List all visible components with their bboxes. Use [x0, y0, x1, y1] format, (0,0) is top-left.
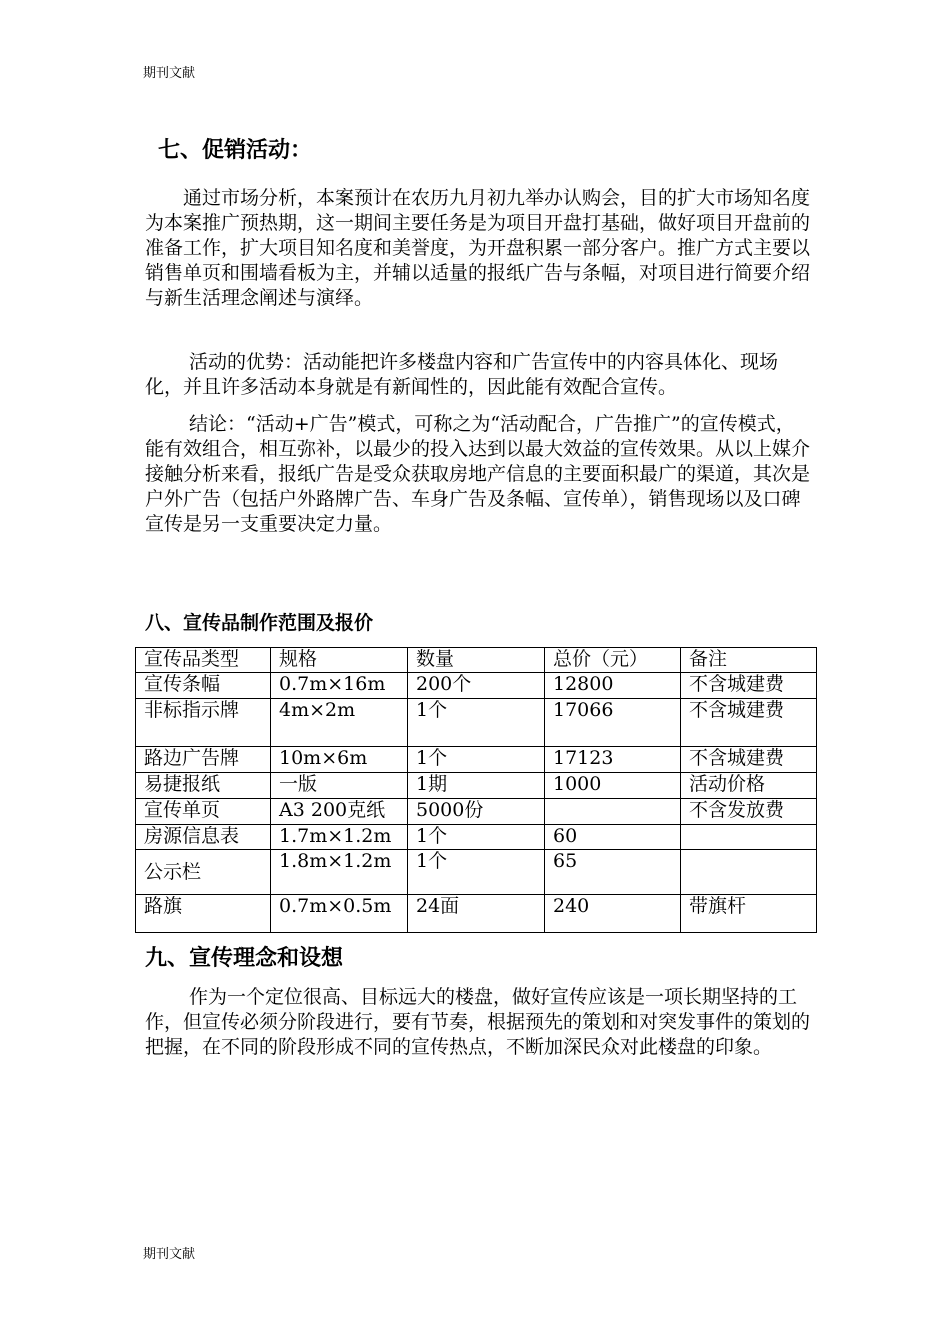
- section-7-paragraph-2: 活动的优势：活动能把许多楼盘内容和广告宣传中的内容具体化、现场化，并且许多活动本身就是有新闻性的，因此能有效配合宣传。: [145, 351, 779, 398]
- section-9-title: 九、宣传理念和设想: [145, 946, 344, 971]
- table-cell: 200个: [408, 673, 545, 699]
- page-footer: 期刊文献: [143, 1247, 196, 1262]
- table-cell: 不含城建费: [681, 699, 817, 747]
- section-7-paragraph-1: 通过市场分析，本案预计在农历九月初九举办认购会，目的扩大市场知名度为本案推广预热期，这一期间主要任务是为项目开盘打基础，做好项目开盘前的准备工作，扩大项目知名度和美誉度，为开盘积累一部分客户。推广方式主要以销售单页和围墙看板为主，并辅以适量的报纸广告与条幅，对项目进行简要介绍与新生活理念阐述与演绎。: [145, 187, 811, 309]
- table-header-cell: 数量: [408, 648, 545, 673]
- table-cell: 带旗杆: [681, 895, 817, 933]
- table-cell: 易捷报纸: [136, 773, 271, 799]
- table-row: [136, 747, 817, 773]
- table-cell: 1个: [408, 825, 545, 850]
- page-header: 期刊文献: [143, 66, 196, 81]
- table-header-cell: 宣传品类型: [136, 648, 271, 673]
- table-cell: 一版: [271, 773, 408, 799]
- table-header-cell: 总价（元）: [545, 648, 681, 673]
- table-cell: 1.7m×1.2m: [271, 825, 408, 850]
- table-cell: 1个: [408, 699, 545, 747]
- table-cell: 65: [545, 850, 681, 895]
- table-cell: 17123: [545, 747, 681, 773]
- table-header-cell: 备注: [681, 648, 817, 673]
- table-cell: 4m×2m: [271, 699, 408, 747]
- table-cell: 宣传条幅: [136, 673, 271, 699]
- table-cell: [681, 850, 817, 895]
- table-cell: 活动价格: [681, 773, 817, 799]
- table-cell: 0.7m×0.5m: [271, 895, 408, 933]
- table-cell: 60: [545, 825, 681, 850]
- table-cell: 1期: [408, 773, 545, 799]
- table-cell: 不含城建费: [681, 673, 817, 699]
- table-cell: 5000份: [408, 799, 545, 825]
- table-cell: 1000: [545, 773, 681, 799]
- table-row: [136, 850, 817, 895]
- table-row: [136, 699, 817, 747]
- section-7-title: 七、促销活动：: [158, 138, 313, 163]
- table-row: [136, 825, 817, 850]
- price-table: [135, 647, 817, 933]
- table-cell: 10m×6m: [271, 747, 408, 773]
- section-8-title: 八、宣传品制作范围及报价: [145, 612, 374, 634]
- table-row: [136, 895, 817, 933]
- table-cell: 非标指示牌: [136, 699, 271, 747]
- table-cell: 公示栏: [136, 850, 271, 895]
- table-cell: 宣传单页: [136, 799, 271, 825]
- table-header-cell: 规格: [271, 648, 408, 673]
- table-cell: 17066: [545, 699, 681, 747]
- table-row: [136, 799, 817, 825]
- table-row: [136, 773, 817, 799]
- table-cell: 24面: [408, 895, 545, 933]
- table-cell: 12800: [545, 673, 681, 699]
- table-cell: [681, 825, 817, 850]
- table-row: [136, 673, 817, 699]
- table-cell: 1个: [408, 850, 545, 895]
- table-cell: 240: [545, 895, 681, 933]
- table-cell: 路边广告牌: [136, 747, 271, 773]
- table-cell: 不含城建费: [681, 747, 817, 773]
- table-cell: 房源信息表: [136, 825, 271, 850]
- table-cell: 1.8m×1.2m: [271, 850, 408, 895]
- table-cell: 路旗: [136, 895, 271, 933]
- table-cell: [545, 799, 681, 825]
- section-7-paragraph-3: 结论：“活动+广告”模式，可称之为“活动配合，广告推广”的宣传模式，能有效组合，相互弥补，以最少的投入达到以最大效益的宣传效果。从以上媒介接触分析来看，报纸广告是受众获取房地产信息的主要面积最广的渠道，其次是户外广告（包括户外路牌广告、车身广告及条幅、宣传单），销售现场以及口碑宣传是另一支重要决定力量。: [145, 413, 811, 535]
- table-cell: 1个: [408, 747, 545, 773]
- table-cell: A3 200克纸: [271, 799, 408, 825]
- section-9-paragraph: 作为一个定位很高、目标远大的楼盘，做好宣传应该是一项长期坚持的工作，但宣传必须分阶段进行，要有节奏，根据预先的策划和对突发事件的策划的把握，在不同的阶段形成不同的宣传热点，不断加深民众对此楼盘的印象。: [145, 986, 811, 1058]
- table-cell: 0.7m×16m: [271, 673, 408, 699]
- table-cell: 不含发放费: [681, 799, 817, 825]
- table-header-row: [136, 648, 817, 673]
